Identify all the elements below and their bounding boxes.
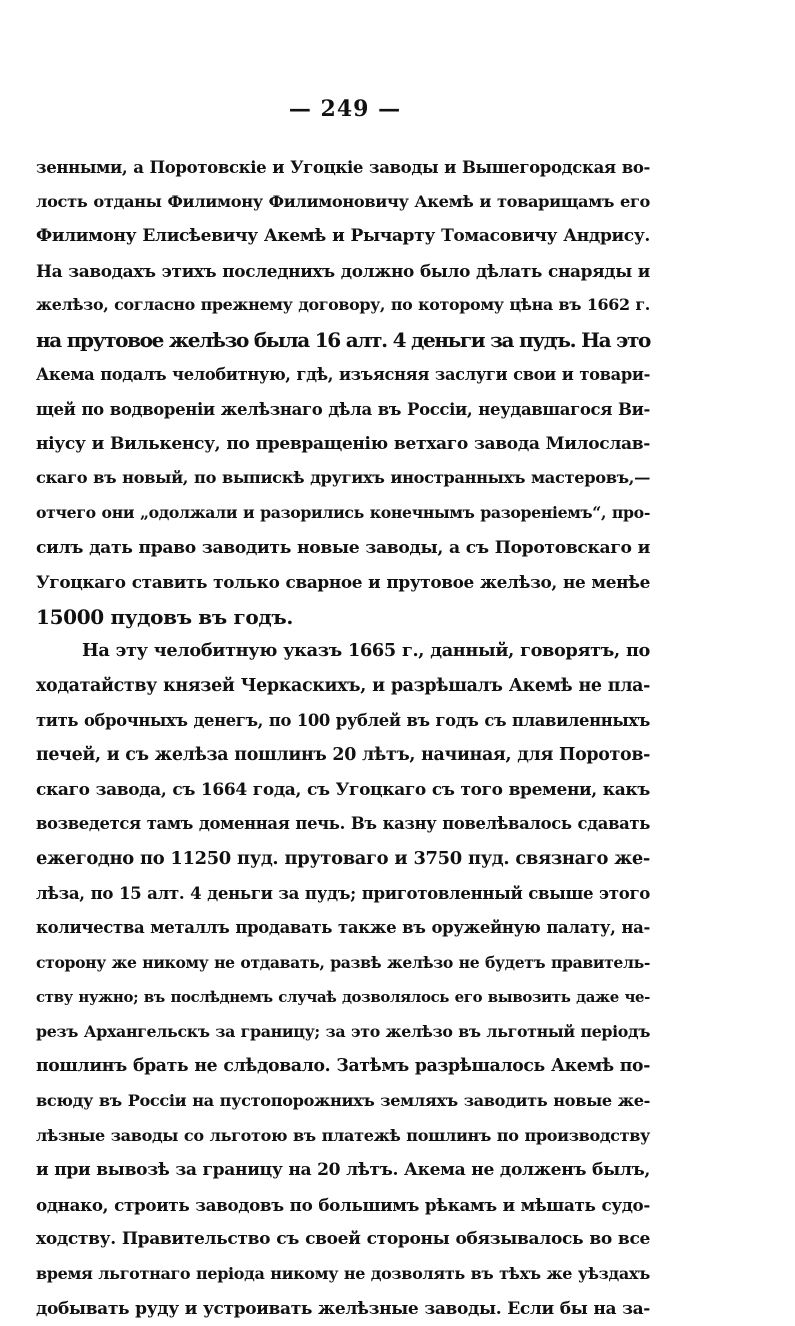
text-line: сторону же никому не отдавать, развѣ желѣзо не будетъ правитель- [36, 952, 650, 972]
text-line: отчего они „одолжали и разорились конечнымъ разореніемъ“, про- [36, 502, 650, 522]
text-line: зенными, а Поротовскіе и Угоцкіе заводы и Вышегородская во- [36, 157, 650, 177]
text-line: лѣза, по 15 алт. 4 деньги за пудъ; приготовленный свыше этого [36, 883, 650, 904]
text-line: тить оброчныхъ денегъ, по 100 рублей въ годъ съ плавиленныхъ [36, 710, 650, 730]
text-line: печей, и съ желѣза пошлинъ 20 лѣтъ, начиная, для Поротов- [36, 745, 650, 766]
text-line: на прутовое желѣзо была 16 алт. 4 деньги за пудъ. На это [36, 327, 650, 352]
page-number: — 249 — [288, 96, 402, 122]
text-line: Акема подалъ челобитную, гдѣ, изъясняя заслуги свои и товари- [36, 364, 650, 384]
text-line: На эту челобитную указъ 1665 г., данный, говорятъ, по [82, 640, 650, 662]
text-line: ніусу и Вилькенсу, по превращенiю ветхаго завода Милослав- [36, 433, 650, 454]
text-line: Угоцкаго ставить только сварное и прутовое желѣзо, не менѣе [36, 572, 650, 593]
text-line: количества металлъ продавать также въ оружейную палату, на- [36, 918, 650, 938]
body-text [36, 150, 650, 1326]
text-line: время льготнаго періода никому не дозволять въ тѣхъ же уѣздахъ [36, 1264, 650, 1283]
text-line: желѣзо, согласно прежнему договору, по которому цѣна въ 1662 г. [36, 295, 650, 315]
text-line: и при вывозѣ за границу на 20 лѣтъ. Акема не долженъ былъ, [36, 1160, 650, 1181]
text-line: силъ дать право заводить новые заводы, а съ Поротовскаго и [36, 537, 650, 558]
text-line: добывать руду и устроивать желѣзные заводы. Если бы на за- [36, 1298, 650, 1319]
text-line: лѣзные заводы со льготою въ платежѣ пошлинъ по производству [36, 1125, 650, 1145]
paragraph [36, 634, 650, 1326]
text-line: возведется тамъ доменная печь. Въ казну повелѣвалось сдавать [36, 814, 650, 834]
text-line: лость отданы Филимону Филимоновичу Акемѣ и товарищамъ его [36, 191, 650, 211]
text-line: щей по водворенiи желѣзнаго дѣла въ Россіи, неудавшагося Ви- [36, 399, 650, 420]
text-line: ходству. Правительство съ своей стороны обязывалось во все [36, 1229, 650, 1250]
paragraph [36, 150, 650, 634]
text-line: скаго въ новый, по выпискѣ другихъ иностранныхъ мастеровъ,— [36, 468, 650, 488]
text-line: пошлинъ брать не слѣдовало. Затѣмъ разрѣшалось Акемѣ по- [36, 1056, 650, 1077]
text-line: ству нужно; въ послѣднемъ случаѣ дозволялось его вывозить даже че- [36, 988, 650, 1007]
text-line: всюду въ Россіи на пустопорожнихъ земляхъ заводить новые же- [36, 1091, 650, 1111]
text-line: На заводахъ этихъ последнихъ должно было дѣлать снаряды и [36, 260, 650, 281]
text-line: однако, строить заводовъ по большимъ рѣкамъ и мѣшать судо- [36, 1194, 650, 1215]
text-line: Филимону Елисѣевичу Акемѣ и Рычарту Томасовичу Андрису. [36, 226, 650, 247]
text-line: 15000 пудовъ въ годъ. [36, 604, 293, 629]
text-line: ходатайству князей Черкаскихъ, и разрѣшалъ Акемѣ не пла- [36, 675, 650, 696]
text-line: скаго завода, съ 1664 года, съ Угоцкаго съ того времени, какъ [36, 779, 650, 800]
text-line: резъ Архангельскъ за границу; за это желѣзо въ льготный періодъ [36, 1021, 650, 1041]
text-line: ежегодно по 11250 пуд. прутоваго и 3750 пуд. связнаго же- [36, 847, 650, 869]
